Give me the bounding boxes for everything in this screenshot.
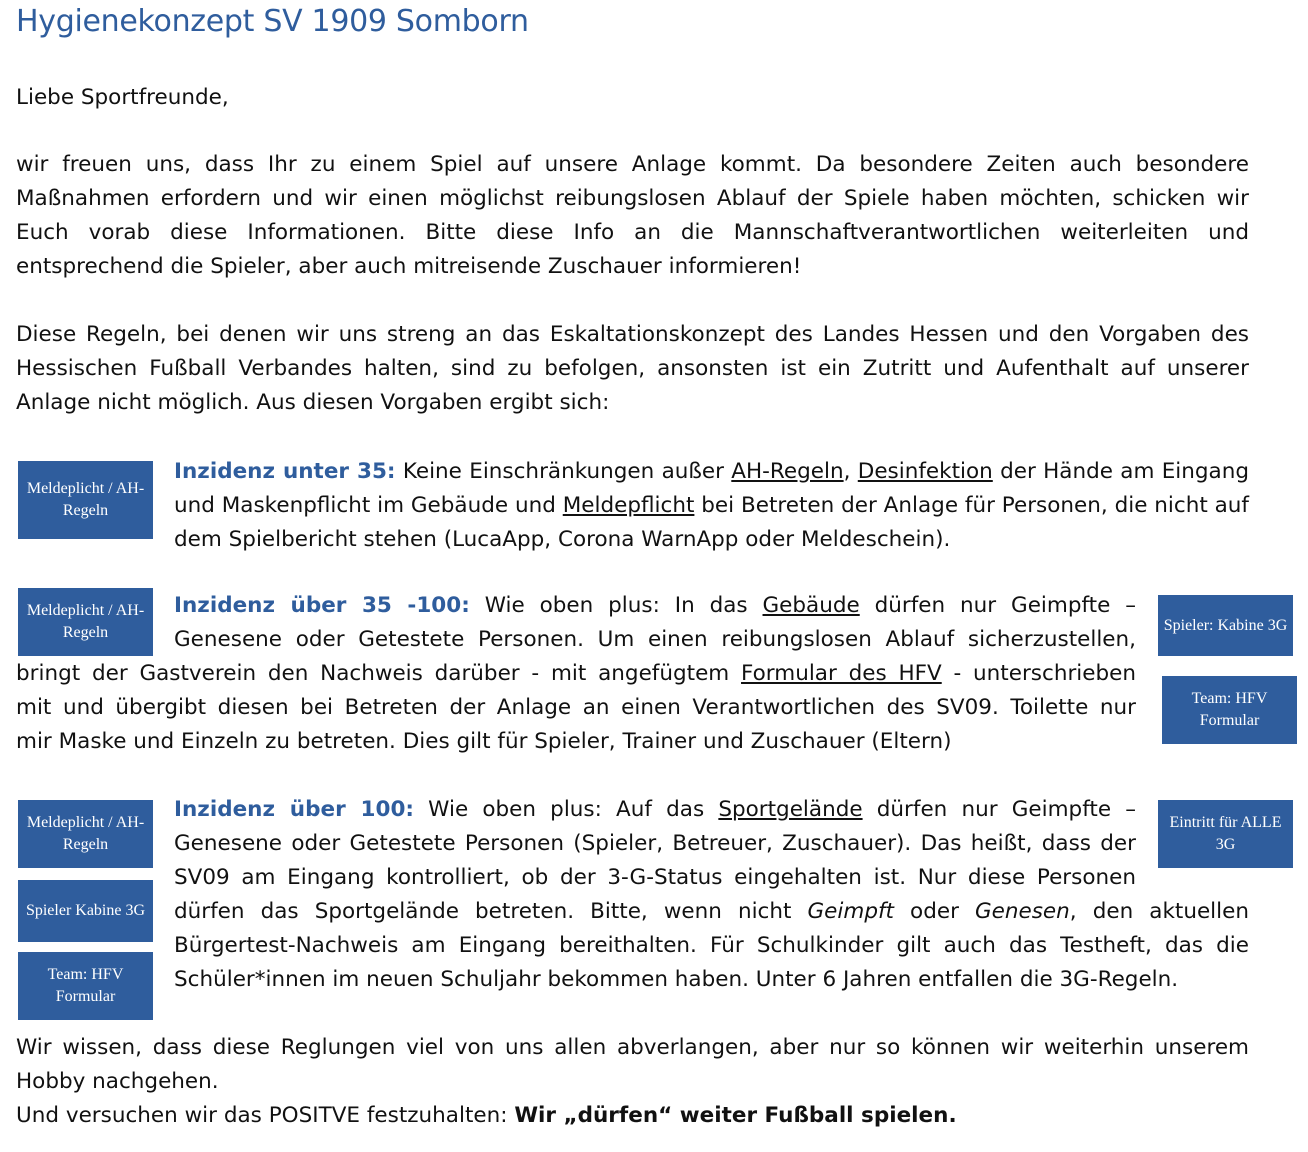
closing-line: Und versuchen wir das POSITVE festzuhalten: Wir „dürfen“ weiter Fußball spielen.	[16, 1103, 957, 1128]
section-inzidenz-ueber-100-cont: dürfen das Sportgelände betreten. Bitte, wenn nicht Geimpft oder Genesen, den aktuellen Bürgertest-Nachweis am Eingang bereithalten. Für Schulkinder gilt auch das Testheft, das die Schüler*innen im neuen Schuljahr bekommen haben. Unter 6 Jahren entfallen die 3G-Regeln.	[174, 899, 1249, 992]
gebaeude-link: Gebäude	[762, 593, 860, 618]
rules-intro-paragraph: Diese Regeln, bei denen wir uns streng an das Eskaltationskonzept des Landes Hessen und den Vorgaben des Hessischen Fußball Verbandes halten, sind zu befolgen, ansonsten ist ein Zutritt und Aufenthalt auf unserer Anlage nicht möglich. Aus diesen Vorgaben ergibt sich:	[16, 322, 1249, 415]
section1-heading: Inzidenz unter 35:	[174, 459, 396, 484]
closing-paragraph: Wir wissen, dass diese Reglungen viel von uns allen abverlangen, aber nur so können wir weiterhin unserem Hobby nachgehen.	[16, 1035, 1249, 1094]
greeting: Liebe Sportfreunde,	[16, 85, 229, 110]
section-inzidenz-ueber-100: Inzidenz über 100: Wie oben plus: Auf das Sportgelände dürfen nur Geimpfte – Genesene oder Getestete Personen (Spieler, Betreuer, Zuschauer). Das heißt, dass der SV09 am Eingang kontrolliert, ob der 3-G-Status eingehalten ist. Nur diese Personen	[174, 797, 1136, 890]
meldepflicht-link: Meldepflicht	[562, 493, 695, 518]
closing-bold: Wir „dürfen“ weiter Fußball spielen.	[514, 1103, 957, 1128]
spieler-kabine-box-3: Spieler Kabine 3G	[18, 880, 153, 942]
spieler-kabine-box-2: Spieler: Kabine 3G	[1158, 595, 1293, 656]
meldepflicht-box-3: Meldeplicht / AH-Regeln	[18, 800, 153, 868]
sportgelaende-link: Sportgelände	[718, 797, 863, 822]
eintritt-box-3: Eintritt für ALLE 3G	[1158, 800, 1293, 868]
section-inzidenz-35-100: Inzidenz über 35 -100: Wie oben plus: In das Gebäude dürfen nur Geimpfte – Genesene oder Getestete Personen. Um einen reibungslosen Ablauf sicherzustellen,	[174, 593, 1136, 652]
meldepflicht-box-1: Meldeplicht / AH-Regeln	[18, 461, 153, 539]
meldepflicht-box-2: Meldeplicht / AH-Regeln	[18, 588, 153, 656]
section-inzidenz-35-100-cont: bringt der Gastverein den Nachweis darüber - mit angefügtem Formular des HFV - unterschrieben mit und übergibt diesen bei Betreten der Anlage an einen Verantwortlichen des SV09. Toilette nur mir Maske und Einzeln zu betreten. Dies gilt für Spieler, Trainer und Zuschauer (Eltern)	[16, 661, 1136, 754]
section-inzidenz-unter-35: Inzidenz unter 35: Keine Einschränkungen außer AH-Regeln, Desinfektion der Hände am Eingang und Maskenpflicht im Gebäude und Meldepflicht bei Betreten der Anlage für Personen, die nicht auf dem Spielbericht stehen (LucaApp, Corona WarnApp oder Meldeschein).	[174, 459, 1250, 552]
team-hfv-box-2: Team: HFV Formular	[1162, 676, 1297, 744]
section2-heading: Inzidenz über 35 -100:	[174, 593, 470, 618]
page-title: Hygienekonzept SV 1909 Somborn	[16, 4, 529, 39]
ah-regeln-link: AH-Regeln	[731, 459, 844, 484]
team-hfv-box-3: Team: HFV Formular	[18, 952, 153, 1020]
formular-hfv-link: Formular des HFV	[741, 661, 942, 686]
section3-heading: Inzidenz über 100:	[174, 797, 414, 822]
intro-paragraph: wir freuen uns, dass Ihr zu einem Spiel auf unsere Anlage kommt. Da besondere Zeiten auch besondere Maßnahmen erfordern und wir einen möglichst reibungslosen Ablauf der Spiele haben möchten, schicken wir Euch vorab diese Informationen. Bitte diese Info an die Mannschaftverantwortlichen weiterleiten und entsprechend die Spieler, aber auch mitreisende Zuschauer informieren!	[16, 152, 1249, 279]
desinfektion-link: Desinfektion	[857, 459, 993, 484]
